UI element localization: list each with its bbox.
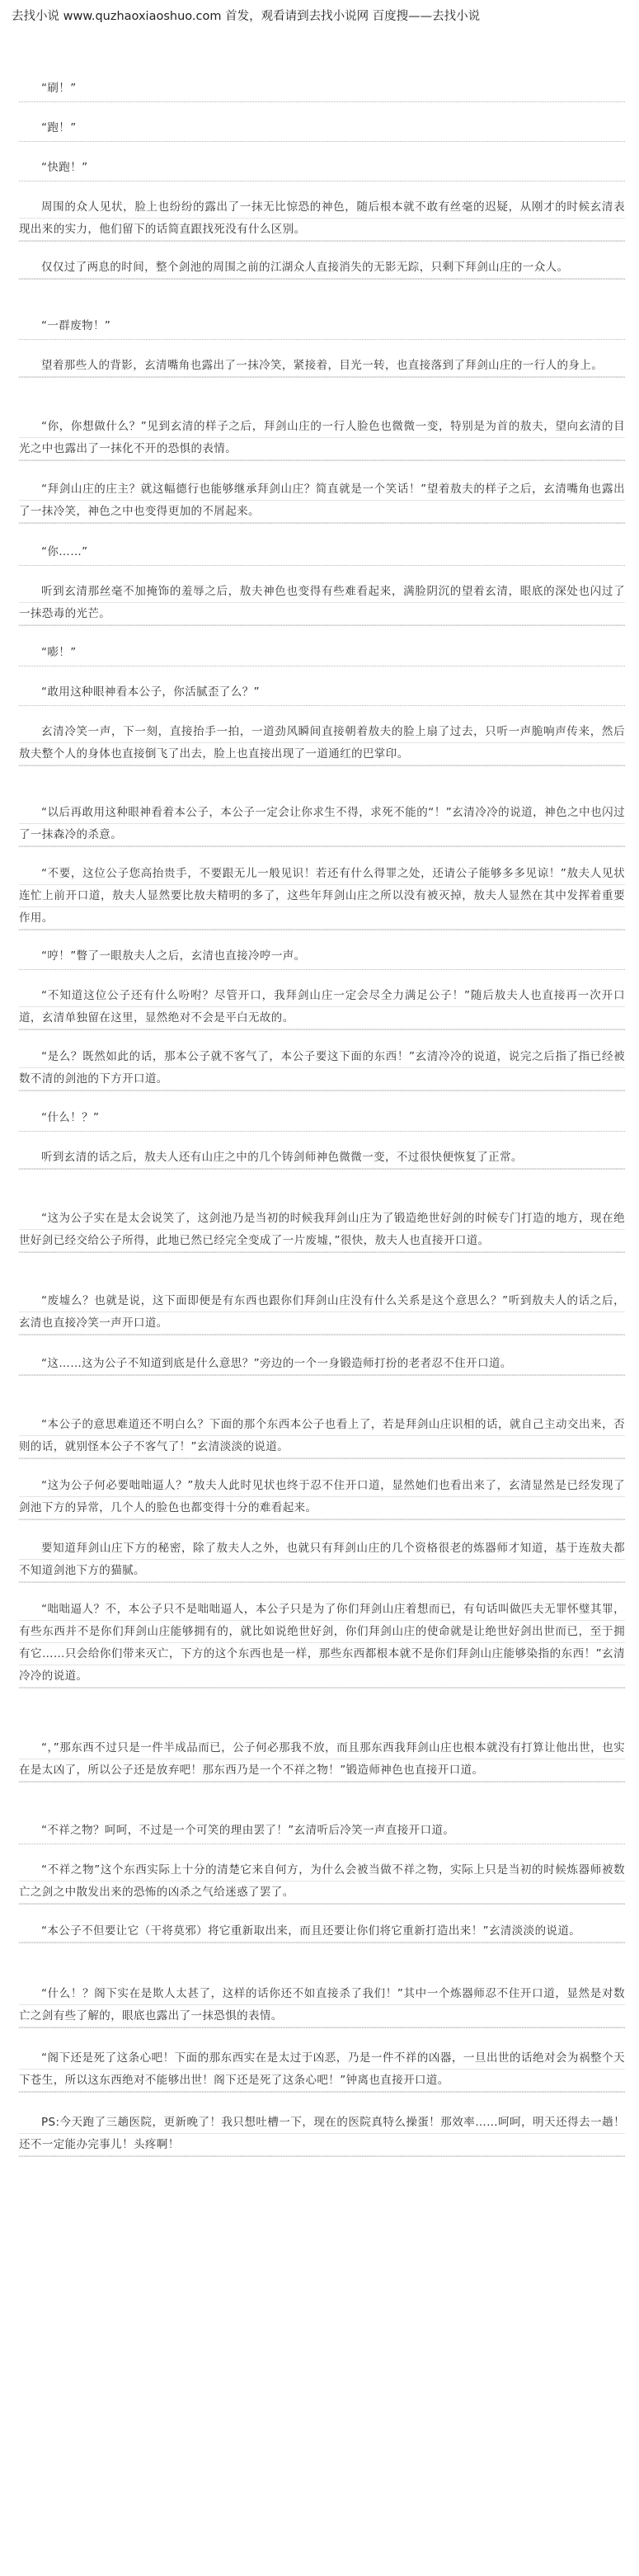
paragraph: “不知道这位公子还有什么吩咐？尽管开口，我拜剑山庄一定会尽全力满足公子！”随后敖夫人也直接再一次开口道，玄清单独留在这里，显然绝对不会是平白无故的。 [19,985,625,1030]
paragraph: “你……” [19,541,625,566]
paragraph: “，”那东西不过只是一件半成品而已，公子何必那我不放，而且那东西我拜剑山庄也根本就没有打算让他出世，也实在是太凶了，所以公子还是放弃吧！那东西乃是一个不祥之物！”锻造师神色也直接开口道。 [19,1737,625,1782]
paragraph: “刷！” [19,78,625,102]
paragraph: “拜剑山庄的庄主？就这幅德行也能够继承拜剑山庄？简直就是一个笑话！”望着敖夫的样子之后，玄清嘴角也露出了一抹冷笑，神色之中也变得更加的不屑起来。 [19,478,625,524]
paragraph: “一群废物！” [19,315,625,340]
paragraph: “哼！”瞥了一眼敖夫人之后，玄清也直接冷哼一声。 [19,945,625,970]
paragraph: “这为公子实在是太会说笑了，这剑池乃是当初的时候我拜剑山庄为了锻造绝世好剑的时候专门打造的地方，现在绝世好剑已经交给公子所得，此地已然已经完全变成了一片废墟，”很快，敖夫人也直接开口道。 [19,1208,625,1253]
paragraph: “以后再敢用这种眼神看着本公子，本公子一定会让你求生不得，求死不能的“！”玄清冷冷的说道，神色之中也闪过了一抹森冷的杀意。 [19,802,625,847]
paragraph: “什么！？阁下实在是欺人太甚了，这样的话你还不如直接杀了我们！”其中一个炼器师忍不住开口道，显然是对数亡之剑有些了解的，眼底也露出了一抹恐惧的表情。 [19,1983,625,2028]
paragraph: “不祥之物？呵呵，不过是一个可笑的理由罢了！”玄清听后冷笑一声直接开口道。 [19,1820,625,1844]
paragraph: “不祥之物”这个东西实际上十分的清楚它来自何方，为什么会被当做不祥之物，实际上只是当初的时候炼器师被数亡之剑之中散发出来的恐怖的凶杀之气给迷惑了罢了。 [19,1859,625,1905]
paragraph: 听到玄清的话之后，敖夫人还有山庄之中的几个铸剑师神色微微一变，不过很快便恢复了正常。 [19,1147,625,1170]
paragraph: “跑！” [19,117,625,142]
paragraph: “什么！？” [19,1107,625,1132]
paragraph: “废墟么？也就是说，这下面即便是有东西也跟你们拜剑山庄没有什么关系是这个意思么？”听到敖夫人的话之后，玄清也直接冷笑一声开口道。 [19,1290,625,1335]
paragraph: “你，你想做什么？”见到玄清的样子之后，拜剑山庄的一行人脸色也微微一变，特别是为首的敖夫，望向玄清的目光之中也露出了一抹化不开的恐惧的表情。 [19,416,625,461]
paragraph: “不要，这位公子您高抬贵手，不要跟无儿一般见识！若还有什么得罪之处，还请公子能够多多见谅！”敖夫人见状连忙上前开口道，敖夫人显然要比敖夫精明的多了，这些年拜剑山庄之所以没有被灭掉，敖夫人显然在其中发挥着重要作用。 [19,863,625,930]
paragraph: “本公子不但要让它（干将莫邪）将它重新取出来，而且还要让你们将它重新打造出来！”玄清淡淡的说道。 [19,1920,625,1943]
paragraph: “嘭！” [19,642,625,666]
paragraph: 周围的众人见状，脸上也纷纷的露出了一抹无比惊恐的神色，随后根本就不敢有丝毫的迟疑，从刚才的时候玄清表现出来的实力，他们留下的话简直跟找死没有什么区别。 [19,196,625,242]
paragraph: PS:今天跑了三趟医院，更新晚了！我只想吐槽一下，现在的医院真特么操蛋！那效率……呵呵，明天还得去一趟！还不一定能办完事儿！头疼啊！ [19,2112,625,2157]
paragraph: “本公子的意思难道还不明白么？下面的那个东西本公子也看上了，若是拜剑山庄识相的话，就自己主动交出来，否则的话，就别怪本公子不客气了！”玄清淡淡的说道。 [19,1414,625,1459]
paragraph: 听到玄清那丝毫不加掩饰的羞辱之后，敖夫神色也变得有些难看起来，满脸阴沉的望着玄清，眼底的深处也闪过了一抹恐毒的光芒。 [19,581,625,626]
paragraph: 望着那些人的背影，玄清嘴角也露出了一抹冷笑，紧接着，目光一转，也直接落到了拜剑山庄的一行人的身上。 [19,355,625,378]
paragraph: “敢用这种眼神看本公子，你活腻歪了么？” [19,681,625,706]
site-banner: 去找小说 www.quzhaoxiaoshuo.com 首发，观看请到去找小说网 百度搜——去找小说 [12,10,481,23]
chapter-body [19,51,625,2563]
paragraph: 要知道拜剑山庄下方的秘密，除了敖夫人之外，也就只有拜剑山庄的几个资格很老的炼器师才知道，基于连敖夫都不知道剑池下方的猫腻。 [19,1538,625,1583]
paragraph: “这为公子何必要咄咄逼人？”敖夫人此时见状也终于忍不住开口道，显然她们也看出来了，玄清显然是已经发现了剑池下方的异常，几个人的脸色也都变得十分的难看起来。 [19,1475,625,1520]
paragraph: “咄咄逼人？不，本公子只不是咄咄逼人，本公子只是为了你们拜剑山庄着想而已，有句话叫做匹夫无罪怀璧其罪，有些东西并不是你们拜剑山庄能够拥有的，就比如说绝世好剑，你们拜剑山庄的使命就是让绝世好剑出世而已，至于拥有它……只会给你们带来灭亡，下方的这个东西也是一样，那些东西都根本就不是你们拜剑山庄能够染指的东西！”玄清冷冷的说道。 [19,1599,625,1688]
paragraph: 仅仅过了两息的时间，整个剑池的周围之前的江湖众人直接消失的无影无踪，只剩下拜剑山庄的一众人。 [19,257,625,280]
paragraph: “这……这为公子不知道到底是什么意思？”旁边的一个一身锻造师打扮的老者忍不住开口道。 [19,1353,625,1376]
paragraph: 玄清冷笑一声，下一刻，直接抬手一拍，一道劲风瞬间直接朝着敖夫的脸上扇了过去，只听一声脆响声传来，然后敖夫整个人的身体也直接倒飞了出去，脸上也直接出现了一道通红的巴掌印。 [19,721,625,766]
paragraph: “快跑！” [19,157,625,181]
paragraph: “阁下还是死了这条心吧！下面的那东西实在是太过于凶恶，乃是一件不祥的凶器，一旦出世的话绝对会为祸整个天下苍生，所以这东西绝对不能够出世！阁下还是死了这条心吧！”钟离也直接开口道。 [19,2047,625,2093]
paragraph: “是么？既然如此的话，那本公子就不客气了，本公子要这下面的东西！”玄清冷冷的说道，说完之后指了指已经被数不清的剑池的下方开口道。 [19,1046,625,1091]
